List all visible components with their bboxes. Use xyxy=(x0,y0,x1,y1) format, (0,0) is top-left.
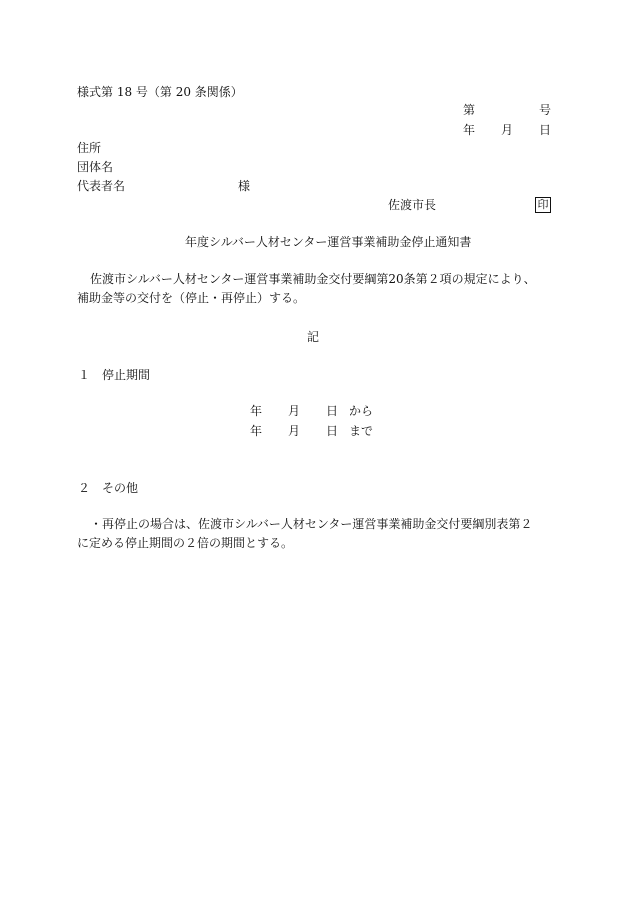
doc-number-suffix: 号 xyxy=(539,103,552,117)
form-number: 様式第 18 号（第 20 条関係） xyxy=(77,85,243,99)
representative-label: 代表者名 xyxy=(77,179,126,193)
to-month: 月 xyxy=(288,424,301,438)
section-1-heading: １ 停止期間 xyxy=(78,368,151,382)
from-suffix: から xyxy=(349,404,374,418)
date-year: 年 xyxy=(463,123,476,137)
body-line-2: 補助金等の交付を（停止・再停止）する。 xyxy=(77,291,306,305)
seal-mark: 印 xyxy=(535,197,551,213)
from-month: 月 xyxy=(288,404,301,418)
to-suffix: まで xyxy=(349,424,374,438)
date-day: 日 xyxy=(539,123,552,137)
date-month: 月 xyxy=(501,123,514,137)
address-label: 住所 xyxy=(77,141,102,155)
ki-marker: 記 xyxy=(307,330,320,344)
to-day: 日 xyxy=(326,424,339,438)
section-2-heading: ２ その他 xyxy=(78,481,139,495)
document-title: 年度シルバー人材センター運営事業補助金停止通知書 xyxy=(185,235,472,249)
from-year: 年 xyxy=(250,404,263,418)
group-name-label: 団体名 xyxy=(77,160,114,174)
note-line-1: ・再停止の場合は、佐渡市シルバー人材センター運営事業補助金交付要綱別表第２ xyxy=(90,517,533,531)
from-day: 日 xyxy=(326,404,339,418)
note-line-2: に定める停止期間の２倍の期間とする。 xyxy=(77,536,294,550)
mayor-title: 佐渡市長 xyxy=(388,198,437,212)
doc-number-prefix: 第 xyxy=(463,103,476,117)
body-line-1: 佐渡市シルバー人材センター運営事業補助金交付要綱第20条第２項の規定により、 xyxy=(90,272,536,286)
honorific: 様 xyxy=(238,179,251,193)
to-year: 年 xyxy=(250,424,263,438)
